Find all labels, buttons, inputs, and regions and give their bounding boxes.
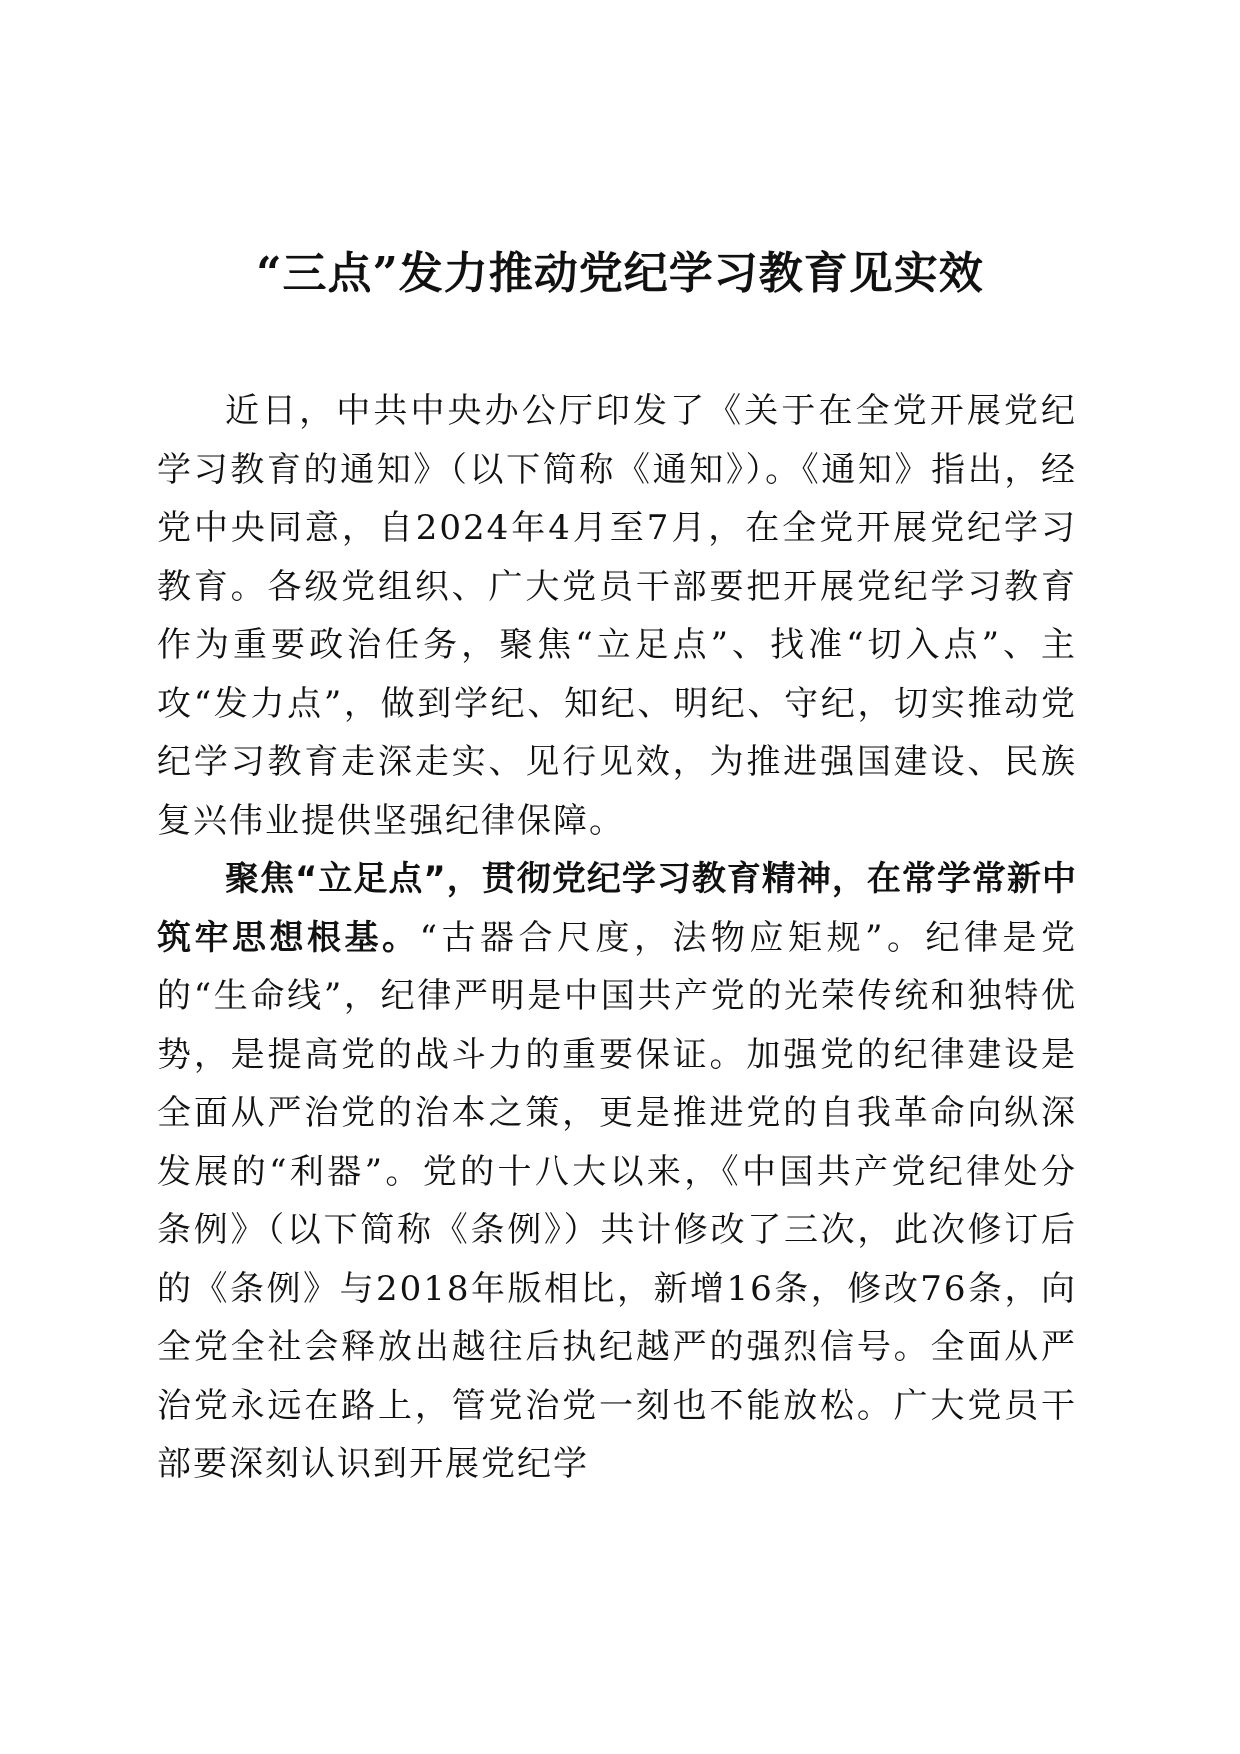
body-paragraph-2: [157, 850, 1077, 1494]
paragraph-1-text: 近日，中共中央办公厅印发了《关于在全党开展党纪学习教育的通知》（以下简称《通知》）。《通知》指出，经党中央同意，自2024年4月至7月，在全党开展党纪学习教育。各级党组织、广大党员干部要把开展党纪学习教育作为重要政治任务，聚焦“立足点”、找准“切入点”、主攻“发力点”，做到学纪、知纪、明纪、守纪，切实推动党纪学习教育走深走实、见行见效，为推进强国建设、民族复兴伟业提供坚强纪律保障。: [157, 391, 1077, 841]
document-body: [157, 382, 1077, 1494]
paragraph-2-lead: 聚焦“立足点”，贯彻党纪学习教育精神，在常学常新中筑牢思想根基。: [157, 859, 1077, 958]
paragraph-2-text: “古器合尺度，法物应矩规”。纪律是党的“生命线”，纪律严明是中国共产党的光荣传统和独特优势，是提高党的战斗力的重要保证。加强党的纪律建设是全面从严治党的治本之策，更是推进党的自我革命向纵深发展的“利器”。党的十八大以来，《中国共产党纪律处分条例》（以下简称《条例》）共计修改了三次，此次修订后的《条例》与2018年版相比，新增16条，修改76条，向全党全社会释放出越往后执纪越严的强烈信号。全面从严治党永远在路上，管党治党一刻也不能放松。广大党员干部要深刻认识到开展党纪学: [157, 917, 1078, 1484]
document-title: “三点”发力推动党纪学习教育见实效: [256, 248, 984, 299]
body-paragraph-1: [157, 382, 1077, 850]
